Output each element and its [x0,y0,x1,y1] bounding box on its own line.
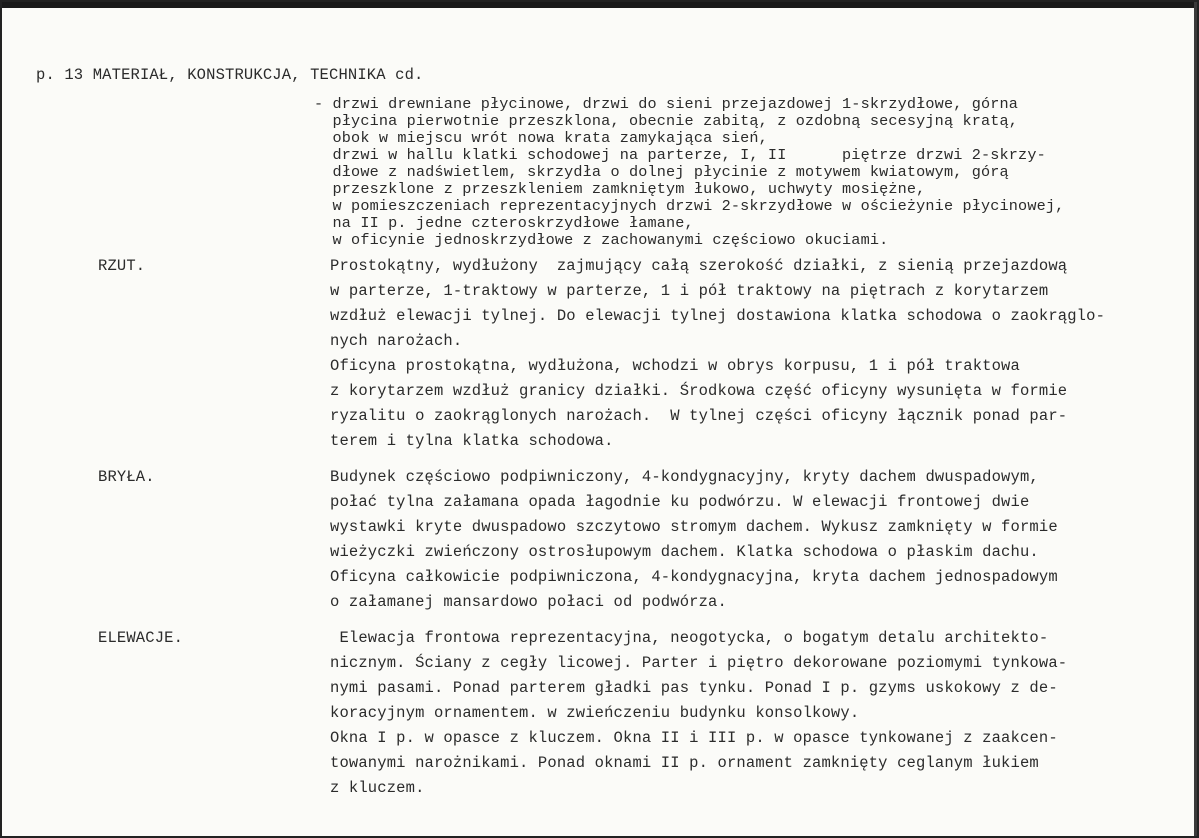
bryla-line: Budynek częściowo podpiwniczony, 4-kondygnacyjny, kryty dachem dwuspadowym, [330,468,1039,486]
bryla-line: o załamanej mansardowo połaci od podwórza. [330,593,727,611]
doors-line: w oficynie jednoskrzydłowe z zachowanymi częściowo okuciami. [314,231,889,249]
bryla-line: Oficyna całkowicie podpiwniczona, 4-kondygnacyjna, kryta dachem jednospadowym [330,568,1058,586]
rzut-line: ryzalitu o zaokrąglonych narożach. W tylnej części oficyny łącznik ponad par- [330,407,1068,425]
section-label-rzut: RZUT. [98,257,146,275]
rzut-line: z korytarzem wzdłuż granicy działki. Środkowa część oficyny wysunięta w formie [330,382,1068,400]
elewacje-line: koracyjnym ornamentem. w zwieńczeniu budynku konsolkowy. [330,704,860,722]
rzut-line: wzdłuż elewacji tylnej. Do elewacji tylnej dostawiona klatka schodowa o zaokrąglo- [330,307,1106,325]
bryla-line: połać tylna załamana opada łagodnie ku podwórzu. W elewacji frontowej dwie [330,493,1030,511]
rzut-line: nych narożach. [330,332,463,350]
elewacje-line: Okna I p. w opasce z kluczem. Okna II i III p. w opasce tynkowanej z zaakcen- [330,729,1058,747]
elewacje-line: towanymi narożnikami. Ponad oknami II p. ornament zamknięty ceglanym łukiem [330,754,1039,772]
elewacje-line: Elewacja frontowa reprezentacyjna, neogotycka, o bogatym detalu architekto- [330,629,1049,647]
scan-right-edge [1194,2,1197,836]
rzut-line: Oficyna prostokątna, wydłużona, wchodzi w obrys korpusu, 1 i pół traktowa [330,357,1020,375]
section-label-bryla: BRYŁA. [98,468,155,486]
bryla-line: wystawki kryte dwuspadowo szczytowo stromym dachem. Wykusz zamknięty w formie [330,518,1058,536]
doors-line: na II p. jedne czteroskrzydłowe łamane, [314,214,694,232]
doors-line: płycina pierwotnie przeszklona, obecnie zabitą, z ozdobną secesyjną kratą, [314,112,1019,130]
elewacje-line: nicznym. Ściany z cegły licowej. Parter i piętro dekorowane poziomymi tynkowa- [330,654,1068,672]
doors-line: - drzwi drewniane płycinowe, drzwi do sieni przejazdowej 1-skrzydłowe, górna [314,95,1019,113]
rzut-line: terem i tylna klatka schodowa. [330,432,614,450]
rzut-line: Prostokątny, wydłużony zajmujący całą szerokość działki, z sienią przejazdową [330,257,1068,275]
doors-line: w pomieszczeniach reprezentacyjnych drzwi 2-skrzydłowe w ościeżynie płycinowej, [314,197,1065,215]
scan-top-edge [2,2,1197,8]
bryla-line: wieżyczki zwieńczony ostrosłupowym dachem. Klatka schodowa o płaskim dachu. [330,543,1039,561]
doors-line: drzwi w hallu klatki schodowej na parterze, I, II piętrze drzwi 2-skrzy- [314,146,1046,164]
doors-line: przeszklone z przeszkleniem zamkniętym łukowo, uchwyty mosiężne, [314,180,926,198]
elewacje-line: z kluczem. [330,779,425,797]
elewacje-line: nymi pasami. Ponad parterem gładki pas tynku. Ponad I p. gzyms uskokowy z de- [330,679,1058,697]
section-header: p. 13 MATERIAŁ, KONSTRUKCJA, TECHNIKA cd. [36,66,424,84]
rzut-line: w parterze, 1-traktowy w parterze, 1 i pół traktowy na piętrach z korytarzem [330,282,1049,300]
section-label-elewacje: ELEWACJE. [98,629,184,647]
doors-line: obok w miejscu wrót nowa krata zamykająca sień, [314,129,768,147]
doors-line: dłowe z nadświetlem, skrzydła o dolnej płycinie z motywem kwiatowym, górą [314,163,1009,181]
